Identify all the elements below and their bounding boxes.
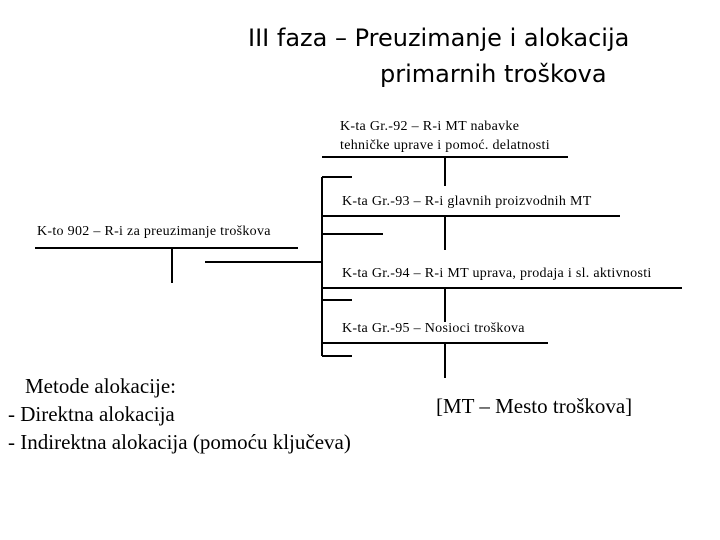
account-gr93: K-ta Gr.-93 – R-i glavnih proizvodnih MT <box>342 194 592 209</box>
method-item: - Indirektna alokacija (pomoću ključeva) <box>8 430 351 454</box>
account-gr94: K-ta Gr.-94 – R-i MT uprava, prodaja i sl. aktivnosti <box>342 266 652 281</box>
account-902: K-to 902 – R-i za preuzimanje troškova <box>37 224 271 239</box>
abbreviation-legend: [MT – Mesto troškova] <box>436 394 633 418</box>
title-line-1: III faza – Preuzimanje i alokacija <box>248 24 630 52</box>
account-gr92-line2: tehničke uprave i pomoć. delatnosti <box>340 138 550 153</box>
account-gr95: K-ta Gr.-95 – Nosioci troškova <box>342 321 525 336</box>
title-line-2: primarnih troškova <box>380 60 607 88</box>
method-item: - Direktna alokacija <box>8 402 175 426</box>
account-gr92-line1: K-ta Gr.-92 – R-i MT nabavke <box>340 119 520 134</box>
allocation-methods <box>8 372 351 456</box>
methods-heading: Metode alokacije: <box>25 374 177 398</box>
